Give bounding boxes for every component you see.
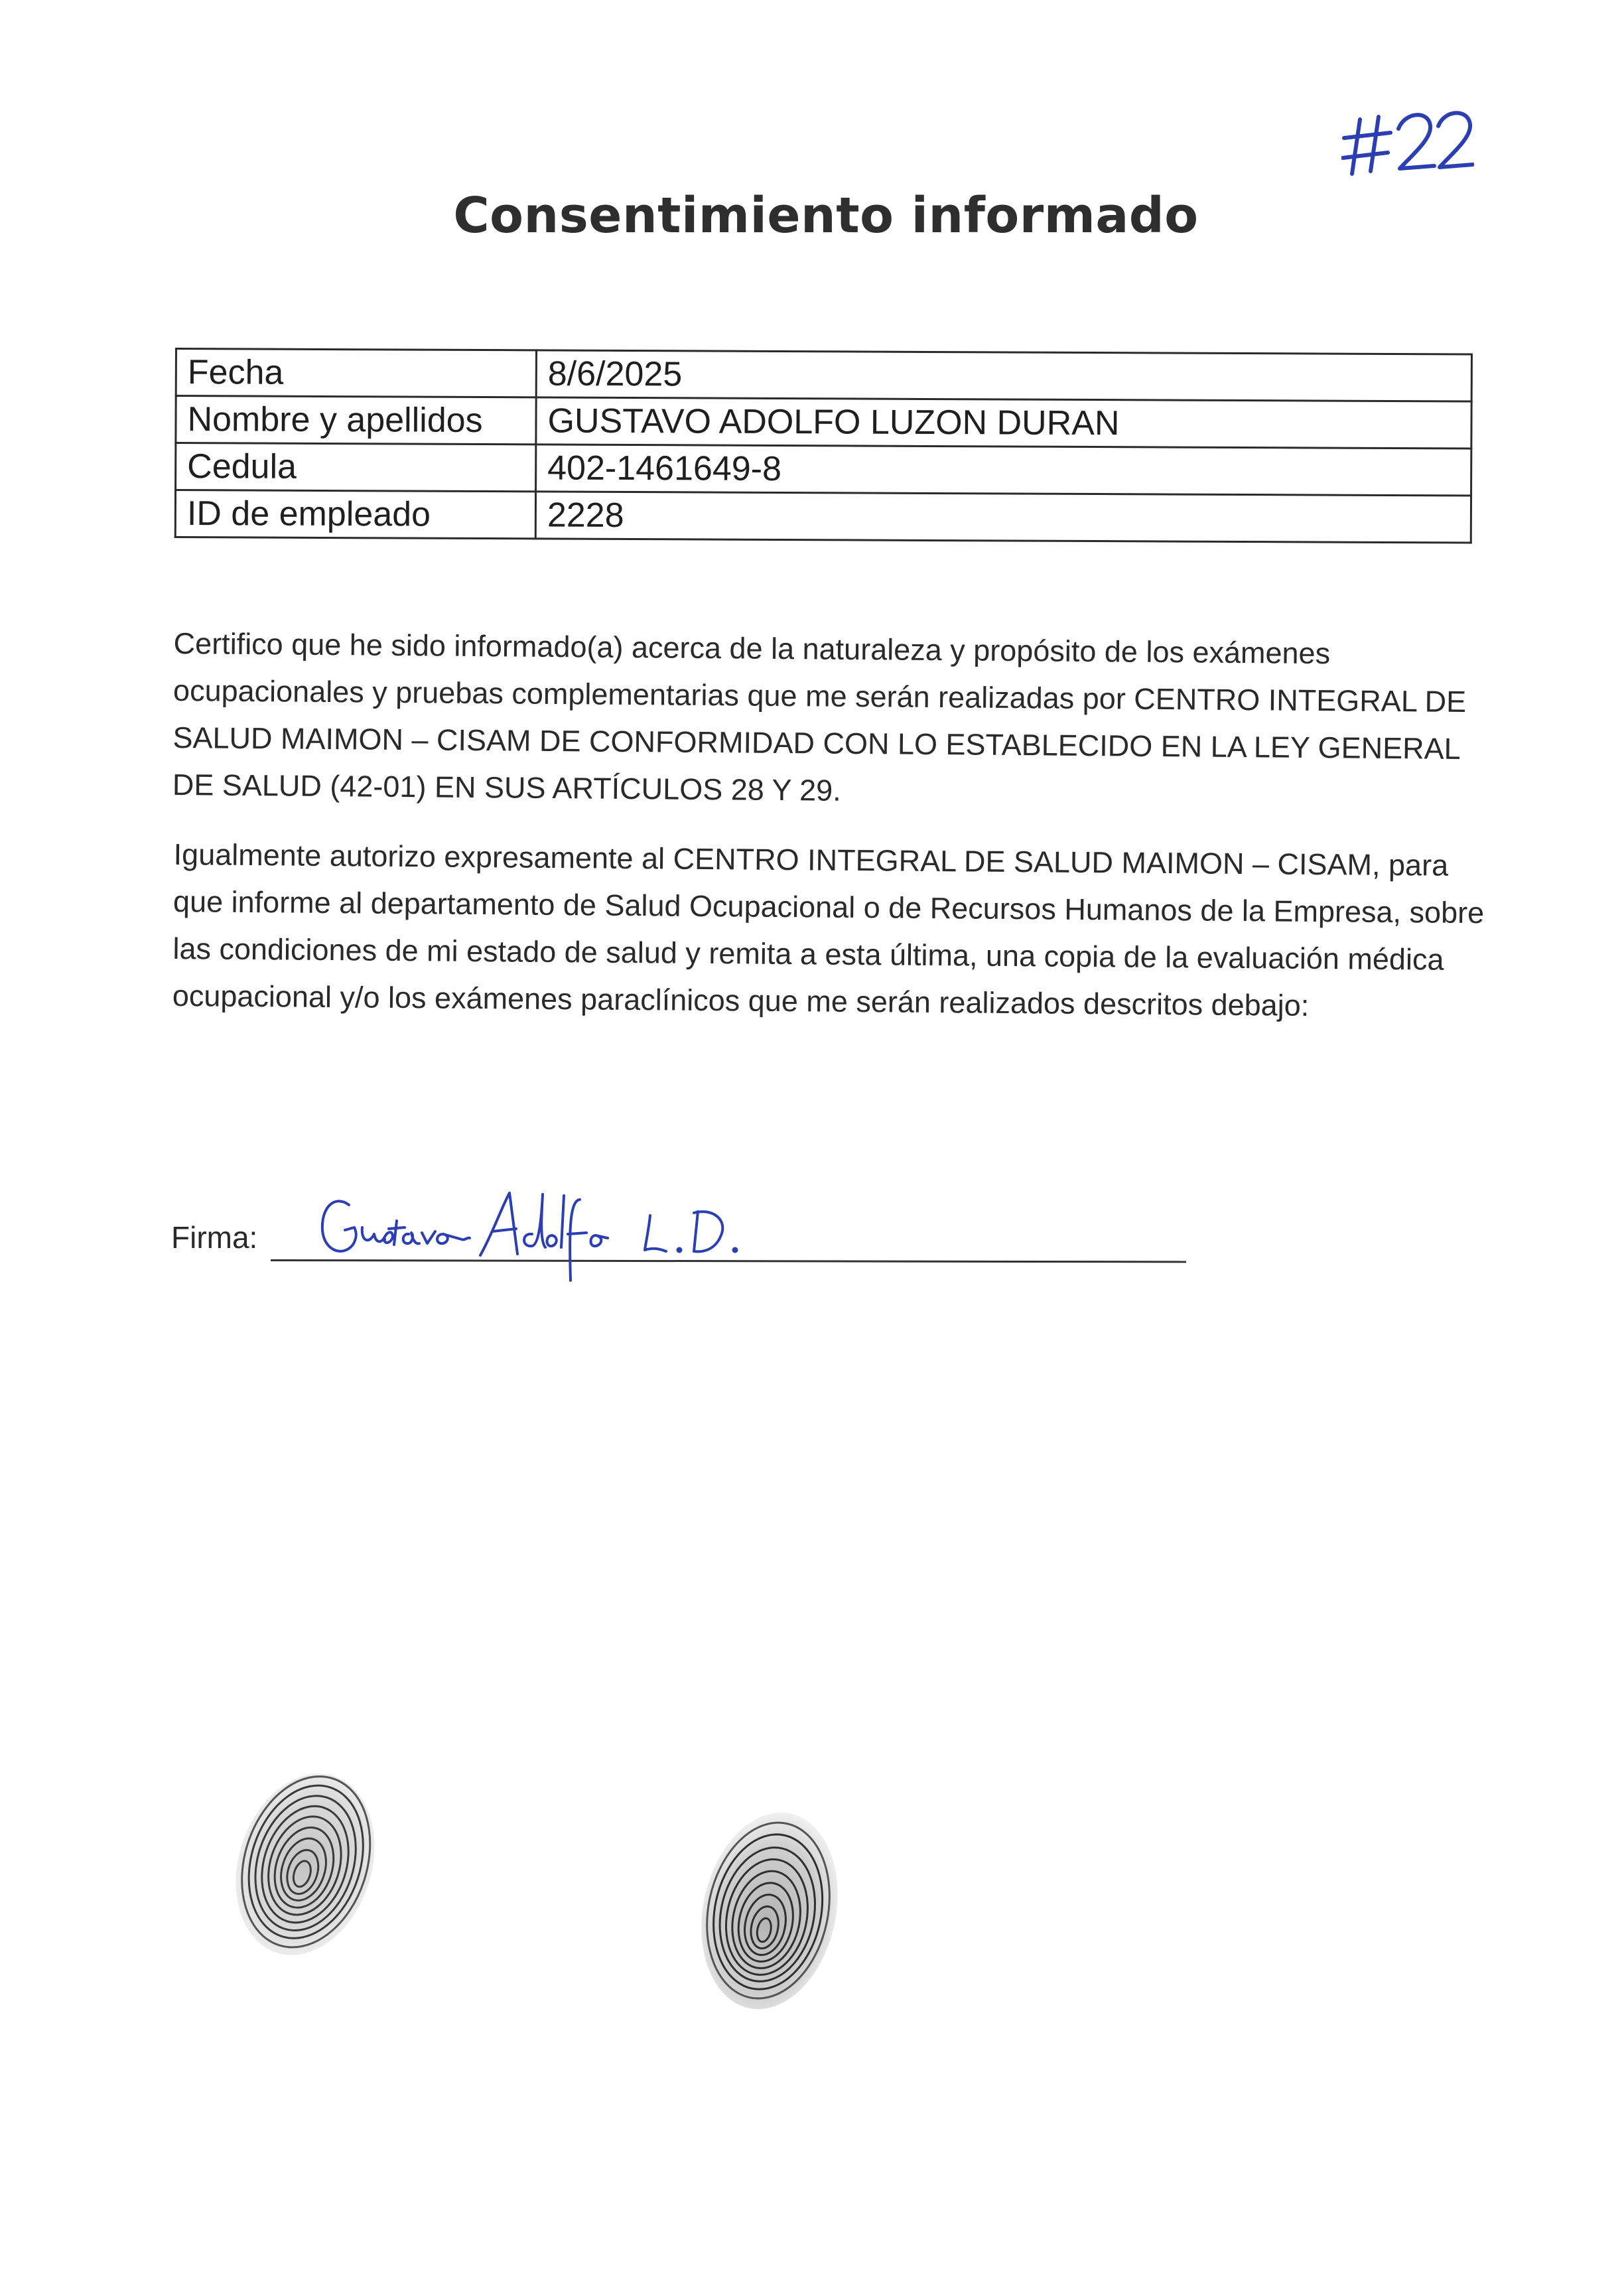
table-label-cell: Nombre y apellidos: [176, 396, 536, 445]
table-row: [176, 349, 1471, 402]
table-label-cell: Cedula: [176, 443, 536, 492]
handwritten-signature: [318, 1181, 743, 1287]
consent-paragraph-authorization: Igualmente autorizo expresamente al CENTRO INTEGRAL DE SALUD MAIMON – CISAM, para que informe al departamento de Salud Ocupacional o de Recursos Humanos de la Empresa, sobre las condiciones de mi estado de salud y remita a esta última, una copia de la evaluación médica ocupacional y/o los exámenes paraclínicos que me serán realizados descritos debajo:: [172, 837, 1485, 1022]
table-label-cell: ID de empleado: [175, 490, 535, 539]
table-value-cell: 402-1461649-8: [536, 445, 1471, 496]
table-value-cell: GUSTAVO ADOLFO LUZON DURAN: [536, 397, 1471, 449]
consent-paragraph-certification: Certifico que he sido informado(a) acerca de la naturaleza y propósito de los exámenes ocupacionales y pruebas complementarias que me serán realizadas por CENTRO INTEGRAL DE SALUD MAIMON – CISAM DE CONFORMIDAD CON LO ESTABLECIDO EN LA LEY GENERAL DE SALUD (42-01) EN SUS ARTÍCULOS 28 Y 29.: [172, 626, 1467, 807]
table-value-cell: 8/6/2025: [536, 350, 1471, 401]
fingerprint-left: [226, 1758, 385, 1971]
document-title: Consentimiento informado: [453, 187, 1199, 244]
table-row: [175, 490, 1471, 543]
fingerprint-right: [690, 1798, 849, 2024]
table-row: [176, 443, 1471, 496]
table-label-cell: Fecha: [176, 349, 536, 397]
table-row: [176, 396, 1471, 449]
employee-info-table: [174, 348, 1473, 544]
signature-label: Firma:: [171, 1220, 258, 1255]
table-value-cell: 2228: [535, 492, 1471, 543]
handwritten-page-number: [1341, 100, 1474, 186]
